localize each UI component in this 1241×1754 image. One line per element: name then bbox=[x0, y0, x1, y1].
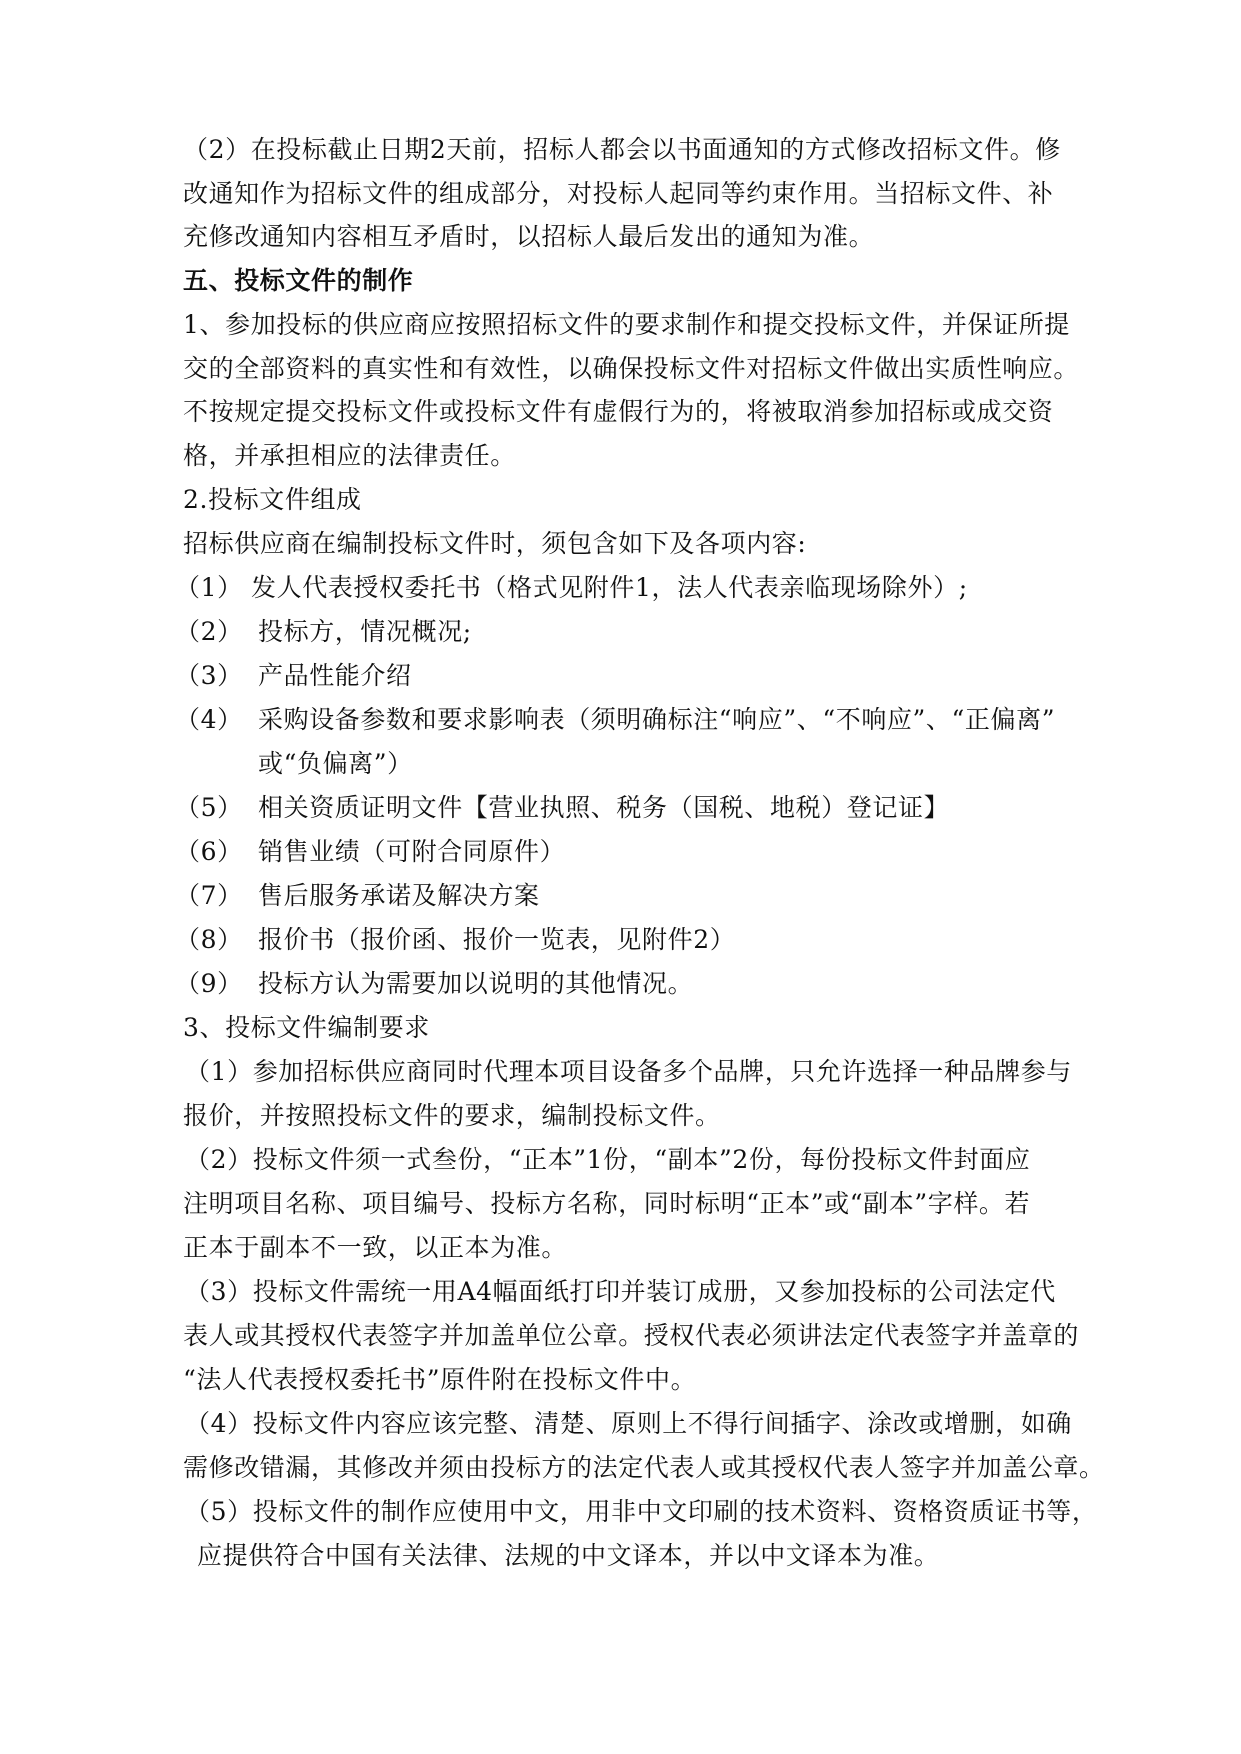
paragraph-line: 1、参加投标的供应商应按照招标文件的要求制作和提交投标文件，并保证所提 bbox=[183, 310, 1070, 339]
requirement-line: （4）投标文件内容应该完整、清楚、原则上不得行间插字、涂改或增删，如确 bbox=[185, 1409, 1072, 1438]
list-item-number: （7） bbox=[175, 881, 243, 910]
list-item-number: （8） bbox=[175, 925, 243, 954]
list-item-text: 售后服务承诺及解决方案 bbox=[258, 881, 540, 910]
list-item-number: （3） bbox=[175, 661, 243, 690]
list-item bbox=[175, 610, 472, 654]
requirement-line: （5）投标文件的制作应使用中文，用非中文印刷的技术资料、资格资质证书等， bbox=[185, 1497, 1098, 1526]
list-item-number: （5） bbox=[175, 793, 243, 822]
subsection-intro: 招标供应商在编制投标文件时，须包含如下及各项内容: bbox=[183, 529, 807, 558]
list-item-text: 报价书（报价函、报价一览表，见附件2） bbox=[258, 925, 736, 954]
requirement-line: 正本于副本不一致，以正本为准。 bbox=[183, 1233, 568, 1262]
requirement-line: （3）投标文件需统一用A4幅面纸打印并装订成册，又参加投标的公司法定代 bbox=[185, 1277, 1056, 1306]
requirement-line: 注明项目名称、项目编号、投标方名称，同时标明“正本”或“副本”字样。若 bbox=[183, 1189, 1031, 1218]
list-item-number: （4） bbox=[175, 705, 243, 734]
requirement-line: （2）投标文件须一式叁份，“正本”1份，“副本”2份，每份投标文件封面应 bbox=[185, 1145, 1031, 1174]
requirement-line: “法人代表授权委托书”原件附在投标文件中。 bbox=[183, 1365, 697, 1394]
list-item-number: （2） bbox=[175, 617, 243, 646]
list-item bbox=[175, 654, 412, 698]
subsection-title: 3、投标文件编制要求 bbox=[183, 1013, 430, 1042]
list-item-text: 采购设备参数和要求影响表（须明确标注“响应”、“不响应”、“正偏离” bbox=[258, 705, 1056, 734]
paragraph-line: 改通知作为招标文件的组成部分，对投标人起同等约束作用。当招标文件、补 bbox=[183, 179, 1054, 208]
list-item-text: 投标方，情况概况; bbox=[258, 617, 472, 646]
list-item-continuation: 或“负偏离”） bbox=[258, 749, 413, 778]
requirement-line: 报价，并按照投标文件的要求，编制投标文件。 bbox=[183, 1101, 721, 1130]
subsection-title: 2.投标文件组成 bbox=[183, 485, 362, 514]
list-item bbox=[175, 962, 693, 1006]
paragraph-line: （2）在投标截止日期2天前，招标人都会以书面通知的方式修改招标文件。修 bbox=[183, 135, 1061, 164]
paragraph-line: 不按规定提交投标文件或投标文件有虚假行为的，将被取消参加招标或成交资 bbox=[183, 397, 1054, 426]
list-item-number: （1） bbox=[175, 573, 243, 602]
paragraph-line: 充修改通知内容相互矛盾时，以招标人最后发出的通知为准。 bbox=[183, 222, 875, 251]
list-item bbox=[175, 918, 735, 962]
list-item bbox=[175, 786, 949, 830]
list-item bbox=[175, 874, 540, 918]
list-item bbox=[175, 566, 968, 610]
requirement-line: 表人或其授权代表签字并加盖单位公章。授权代表必须讲法定代表签字并盖章的 bbox=[183, 1321, 1080, 1350]
requirement-line: （1）参加招标供应商同时代理本项目设备多个品牌，只允许选择一种品牌参与 bbox=[185, 1057, 1072, 1086]
list-item-text: 相关资质证明文件【营业执照、税务（国税、地税）登记证】 bbox=[258, 793, 950, 822]
paragraph-line: 交的全部资料的真实性和有效性，以确保投标文件对招标文件做出实质性响应。 bbox=[183, 354, 1080, 383]
paragraph-line: 格，并承担相应的法律责任。 bbox=[183, 441, 516, 470]
list-item bbox=[175, 830, 565, 874]
list-item-number: （6） bbox=[175, 837, 243, 866]
list-item bbox=[175, 698, 1055, 742]
list-item-text: 发人代表授权委托书（格式见附件1，法人代表亲临现场除外）; bbox=[251, 573, 968, 602]
list-item-number: （9） bbox=[175, 969, 243, 998]
section-heading: 五、投标文件的制作 bbox=[183, 266, 414, 295]
list-item-text: 销售业绩（可附合同原件） bbox=[258, 837, 566, 866]
list-item-text: 投标方认为需要加以说明的其他情况。 bbox=[258, 969, 694, 998]
requirement-line: 应提供符合中国有关法律、法规的中文译本，并以中文译本为准。 bbox=[197, 1541, 940, 1570]
list-item-text: 产品性能介绍 bbox=[258, 661, 412, 690]
requirement-line: 需修改错漏，其修改并须由投标方的法定代表人或其授权代表人签字并加盖公章。 bbox=[183, 1453, 1105, 1482]
